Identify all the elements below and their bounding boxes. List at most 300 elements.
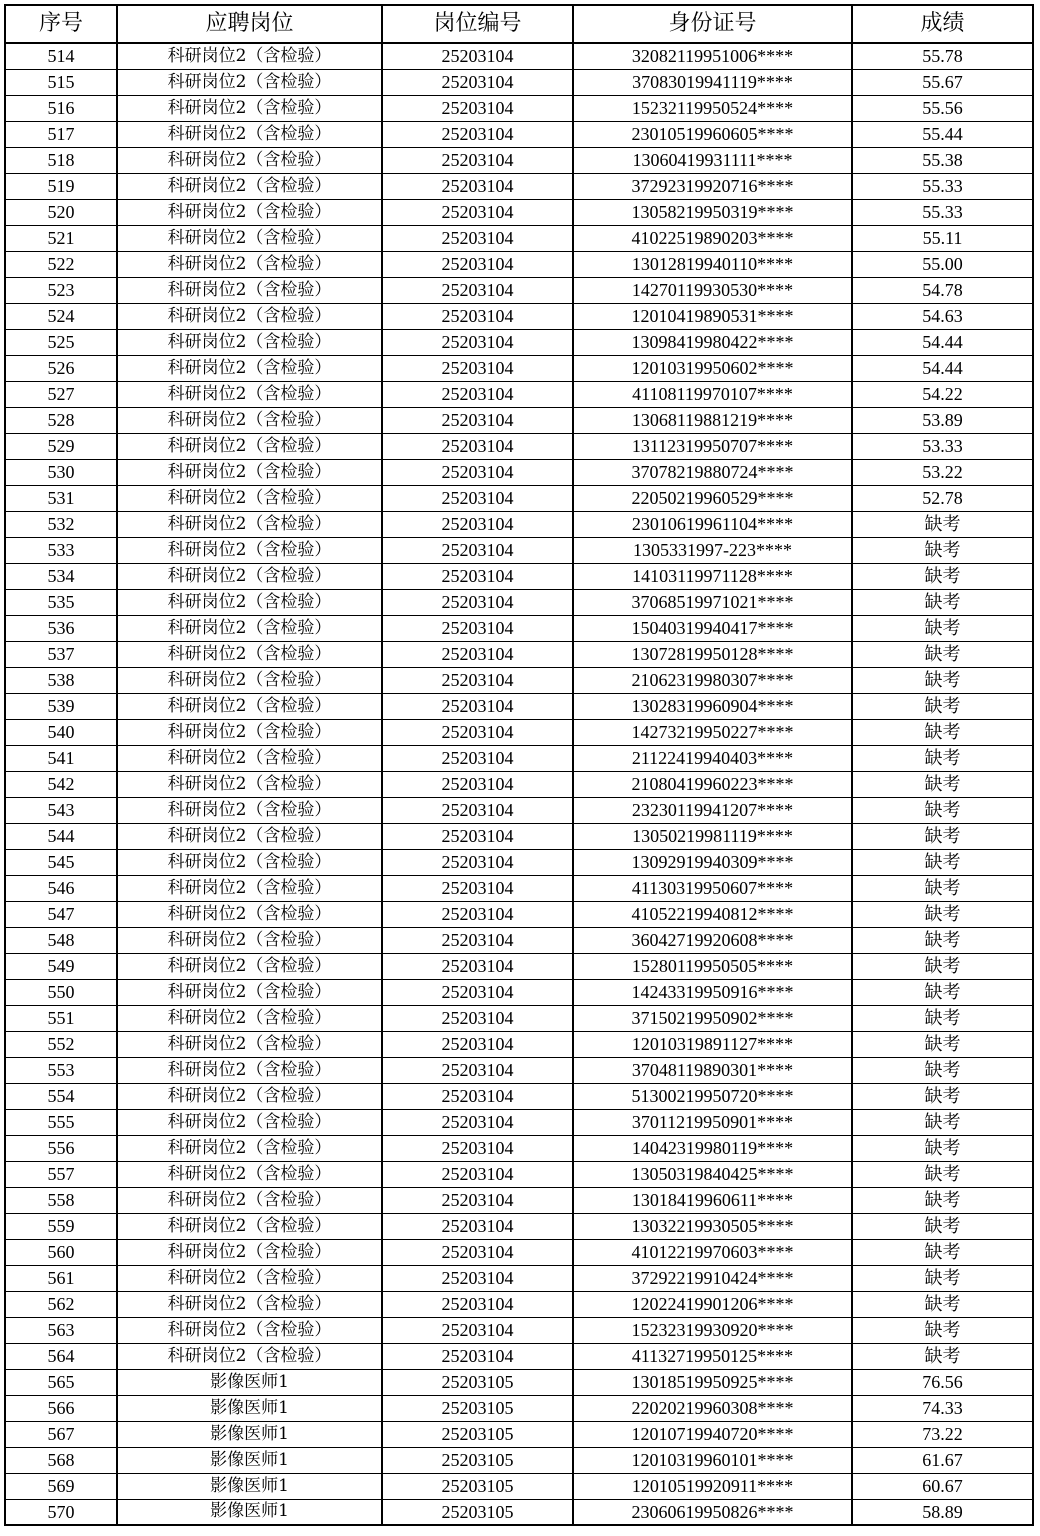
cell-seq: 521 xyxy=(5,225,117,251)
cell-score: 缺考 xyxy=(852,1343,1033,1369)
cell-position-code: 25203104 xyxy=(382,381,573,407)
cell-id-number: 14243319950916**** xyxy=(573,979,852,1005)
cell-id-number: 23010619961104**** xyxy=(573,511,852,537)
cell-position-code: 25203104 xyxy=(382,251,573,277)
cell-position: 科研岗位2（含检验） xyxy=(117,563,382,589)
cell-position: 科研岗位2（含检验） xyxy=(117,381,382,407)
cell-position: 科研岗位2（含检验） xyxy=(117,511,382,537)
cell-score: 缺考 xyxy=(852,1265,1033,1291)
table-row xyxy=(5,979,1033,1005)
cell-score: 缺考 xyxy=(852,1109,1033,1135)
cell-id-number: 23010519960605**** xyxy=(573,121,852,147)
table-row xyxy=(5,1109,1033,1135)
table-row xyxy=(5,1005,1033,1031)
cell-score: 55.44 xyxy=(852,121,1033,147)
cell-position: 科研岗位2（含检验） xyxy=(117,589,382,615)
cell-position: 科研岗位2（含检验） xyxy=(117,823,382,849)
cell-seq: 527 xyxy=(5,381,117,407)
cell-id-number: 22020219960308**** xyxy=(573,1395,852,1421)
cell-position-code: 25203105 xyxy=(382,1499,573,1525)
table-row xyxy=(5,251,1033,277)
table-row xyxy=(5,1447,1033,1473)
cell-position-code: 25203104 xyxy=(382,719,573,745)
cell-score: 55.38 xyxy=(852,147,1033,173)
cell-score: 54.78 xyxy=(852,277,1033,303)
cell-position: 科研岗位2（含检验） xyxy=(117,797,382,823)
cell-score: 缺考 xyxy=(852,1005,1033,1031)
cell-score: 缺考 xyxy=(852,979,1033,1005)
table-row xyxy=(5,225,1033,251)
cell-score: 缺考 xyxy=(852,1161,1033,1187)
table-row xyxy=(5,1083,1033,1109)
cell-position-code: 25203104 xyxy=(382,69,573,95)
cell-position-code: 25203104 xyxy=(382,1265,573,1291)
cell-score: 缺考 xyxy=(852,719,1033,745)
cell-position: 科研岗位2（含检验） xyxy=(117,849,382,875)
header-position: 应聘岗位 xyxy=(117,5,382,43)
cell-id-number: 51300219950720**** xyxy=(573,1083,852,1109)
cell-seq: 519 xyxy=(5,173,117,199)
cell-position-code: 25203104 xyxy=(382,1057,573,1083)
cell-position: 科研岗位2（含检验） xyxy=(117,537,382,563)
table-body xyxy=(5,43,1033,1525)
cell-position-code: 25203104 xyxy=(382,355,573,381)
cell-position-code: 25203104 xyxy=(382,953,573,979)
cell-id-number: 13050219981119**** xyxy=(573,823,852,849)
cell-position-code: 25203104 xyxy=(382,1109,573,1135)
cell-score: 缺考 xyxy=(852,1187,1033,1213)
cell-position: 科研岗位2（含检验） xyxy=(117,251,382,277)
cell-position: 科研岗位2（含检验） xyxy=(117,1291,382,1317)
cell-position-code: 25203105 xyxy=(382,1369,573,1395)
table-row xyxy=(5,1317,1033,1343)
cell-score: 73.22 xyxy=(852,1421,1033,1447)
cell-id-number: 13058219950319**** xyxy=(573,199,852,225)
cell-position: 科研岗位2（含检验） xyxy=(117,303,382,329)
cell-position-code: 25203105 xyxy=(382,1473,573,1499)
table-row xyxy=(5,1057,1033,1083)
cell-score: 缺考 xyxy=(852,589,1033,615)
table-row xyxy=(5,147,1033,173)
cell-score: 53.89 xyxy=(852,407,1033,433)
table-row xyxy=(5,667,1033,693)
table-row xyxy=(5,745,1033,771)
cell-score: 缺考 xyxy=(852,1135,1033,1161)
cell-position-code: 25203104 xyxy=(382,667,573,693)
cell-seq: 515 xyxy=(5,69,117,95)
cell-score: 缺考 xyxy=(852,875,1033,901)
cell-score: 55.11 xyxy=(852,225,1033,251)
table-row xyxy=(5,875,1033,901)
cell-position-code: 25203104 xyxy=(382,511,573,537)
cell-score: 55.33 xyxy=(852,199,1033,225)
table-row xyxy=(5,173,1033,199)
cell-position: 科研岗位2（含检验） xyxy=(117,329,382,355)
table-row xyxy=(5,797,1033,823)
cell-position-code: 25203104 xyxy=(382,771,573,797)
table-row xyxy=(5,927,1033,953)
cell-position-code: 25203105 xyxy=(382,1447,573,1473)
cell-position-code: 25203104 xyxy=(382,459,573,485)
cell-position: 科研岗位2（含检验） xyxy=(117,147,382,173)
cell-score: 54.44 xyxy=(852,329,1033,355)
cell-position-code: 25203105 xyxy=(382,1421,573,1447)
cell-position-code: 25203104 xyxy=(382,745,573,771)
cell-id-number: 37292219910424**** xyxy=(573,1265,852,1291)
table-row xyxy=(5,901,1033,927)
cell-seq: 552 xyxy=(5,1031,117,1057)
cell-position: 科研岗位2（含检验） xyxy=(117,1265,382,1291)
cell-position-code: 25203104 xyxy=(382,1291,573,1317)
cell-id-number: 1305331997-223**** xyxy=(573,537,852,563)
cell-score: 缺考 xyxy=(852,797,1033,823)
cell-position: 科研岗位2（含检验） xyxy=(117,693,382,719)
cell-id-number: 13050319840425**** xyxy=(573,1161,852,1187)
cell-score: 缺考 xyxy=(852,1083,1033,1109)
cell-seq: 560 xyxy=(5,1239,117,1265)
cell-position-code: 25203104 xyxy=(382,1083,573,1109)
cell-seq: 561 xyxy=(5,1265,117,1291)
cell-seq: 524 xyxy=(5,303,117,329)
cell-id-number: 15232119950524**** xyxy=(573,95,852,121)
cell-score: 54.44 xyxy=(852,355,1033,381)
cell-position-code: 25203104 xyxy=(382,147,573,173)
cell-position: 科研岗位2（含检验） xyxy=(117,459,382,485)
cell-score: 缺考 xyxy=(852,953,1033,979)
cell-seq: 559 xyxy=(5,1213,117,1239)
cell-score: 55.67 xyxy=(852,69,1033,95)
cell-seq: 514 xyxy=(5,43,117,69)
cell-score: 缺考 xyxy=(852,1291,1033,1317)
cell-position: 影像医师1 xyxy=(117,1369,382,1395)
cell-score: 缺考 xyxy=(852,1239,1033,1265)
cell-id-number: 14103119971128**** xyxy=(573,563,852,589)
cell-position: 科研岗位2（含检验） xyxy=(117,173,382,199)
cell-id-number: 41022519890203**** xyxy=(573,225,852,251)
cell-seq: 534 xyxy=(5,563,117,589)
table-row xyxy=(5,1395,1033,1421)
cell-position: 科研岗位2（含检验） xyxy=(117,1083,382,1109)
cell-seq: 536 xyxy=(5,615,117,641)
table-row xyxy=(5,1421,1033,1447)
table-row xyxy=(5,1187,1033,1213)
cell-position: 科研岗位2（含检验） xyxy=(117,485,382,511)
cell-score: 缺考 xyxy=(852,849,1033,875)
cell-id-number: 15280119950505**** xyxy=(573,953,852,979)
cell-seq: 530 xyxy=(5,459,117,485)
cell-position-code: 25203104 xyxy=(382,823,573,849)
cell-score: 53.22 xyxy=(852,459,1033,485)
cell-position-code: 25203104 xyxy=(382,537,573,563)
cell-id-number: 37292319920716**** xyxy=(573,173,852,199)
cell-id-number: 32082119951006**** xyxy=(573,43,852,69)
cell-score: 60.67 xyxy=(852,1473,1033,1499)
cell-seq: 533 xyxy=(5,537,117,563)
cell-position-code: 25203104 xyxy=(382,277,573,303)
cell-position: 科研岗位2（含检验） xyxy=(117,433,382,459)
cell-score: 55.33 xyxy=(852,173,1033,199)
cell-position: 科研岗位2（含检验） xyxy=(117,719,382,745)
results-table xyxy=(4,4,1034,1526)
cell-position: 科研岗位2（含检验） xyxy=(117,95,382,121)
cell-id-number: 37011219950901**** xyxy=(573,1109,852,1135)
table-row xyxy=(5,1213,1033,1239)
cell-seq: 525 xyxy=(5,329,117,355)
cell-id-number: 14042319980119**** xyxy=(573,1135,852,1161)
cell-seq: 518 xyxy=(5,147,117,173)
cell-position: 科研岗位2（含检验） xyxy=(117,641,382,667)
table-row xyxy=(5,953,1033,979)
cell-score: 缺考 xyxy=(852,615,1033,641)
cell-seq: 558 xyxy=(5,1187,117,1213)
cell-id-number: 12010519920911**** xyxy=(573,1473,852,1499)
header-seq: 序号 xyxy=(5,5,117,43)
table-row xyxy=(5,355,1033,381)
cell-position: 科研岗位2（含检验） xyxy=(117,615,382,641)
cell-position-code: 25203104 xyxy=(382,329,573,355)
header-position-code: 岗位编号 xyxy=(382,5,573,43)
cell-seq: 538 xyxy=(5,667,117,693)
table-row xyxy=(5,1369,1033,1395)
cell-position-code: 25203104 xyxy=(382,433,573,459)
cell-position-code: 25203104 xyxy=(382,1135,573,1161)
cell-position: 科研岗位2（含检验） xyxy=(117,225,382,251)
cell-score: 缺考 xyxy=(852,927,1033,953)
table-row xyxy=(5,589,1033,615)
cell-id-number: 23230119941207**** xyxy=(573,797,852,823)
cell-position-code: 25203104 xyxy=(382,563,573,589)
table-row xyxy=(5,1135,1033,1161)
cell-id-number: 41132719950125**** xyxy=(573,1343,852,1369)
cell-seq: 563 xyxy=(5,1317,117,1343)
table-row xyxy=(5,69,1033,95)
cell-id-number: 13012819940110**** xyxy=(573,251,852,277)
cell-position: 影像医师1 xyxy=(117,1447,382,1473)
cell-position-code: 25203104 xyxy=(382,407,573,433)
header-score: 成绩 xyxy=(852,5,1033,43)
cell-seq: 540 xyxy=(5,719,117,745)
cell-seq: 555 xyxy=(5,1109,117,1135)
table-row xyxy=(5,277,1033,303)
cell-position-code: 25203104 xyxy=(382,1317,573,1343)
cell-position-code: 25203104 xyxy=(382,693,573,719)
cell-id-number: 14270119930530**** xyxy=(573,277,852,303)
cell-id-number: 12010419890531**** xyxy=(573,303,852,329)
table-row xyxy=(5,43,1033,69)
cell-position: 科研岗位2（含检验） xyxy=(117,355,382,381)
cell-position: 科研岗位2（含检验） xyxy=(117,1031,382,1057)
cell-seq: 528 xyxy=(5,407,117,433)
cell-seq: 553 xyxy=(5,1057,117,1083)
cell-position-code: 25203104 xyxy=(382,43,573,69)
cell-position-code: 25203104 xyxy=(382,1005,573,1031)
table-row xyxy=(5,537,1033,563)
table-row xyxy=(5,693,1033,719)
cell-id-number: 14273219950227**** xyxy=(573,719,852,745)
cell-id-number: 13112319950707**** xyxy=(573,433,852,459)
cell-position: 科研岗位2（含检验） xyxy=(117,1239,382,1265)
cell-seq: 543 xyxy=(5,797,117,823)
header-row xyxy=(5,5,1033,43)
cell-seq: 522 xyxy=(5,251,117,277)
cell-id-number: 41130319950607**** xyxy=(573,875,852,901)
cell-seq: 566 xyxy=(5,1395,117,1421)
cell-id-number: 21062319980307**** xyxy=(573,667,852,693)
cell-score: 缺考 xyxy=(852,641,1033,667)
cell-seq: 568 xyxy=(5,1447,117,1473)
table-row xyxy=(5,1161,1033,1187)
table-row xyxy=(5,1239,1033,1265)
cell-id-number: 13018419960611**** xyxy=(573,1187,852,1213)
table-row xyxy=(5,407,1033,433)
table-row xyxy=(5,849,1033,875)
cell-position-code: 25203104 xyxy=(382,485,573,511)
cell-score: 缺考 xyxy=(852,745,1033,771)
cell-id-number: 37078219880724**** xyxy=(573,459,852,485)
cell-id-number: 37150219950902**** xyxy=(573,1005,852,1031)
cell-id-number: 12010319950602**** xyxy=(573,355,852,381)
cell-position-code: 25203104 xyxy=(382,927,573,953)
table-row xyxy=(5,1473,1033,1499)
cell-position: 科研岗位2（含检验） xyxy=(117,1135,382,1161)
cell-position-code: 25203104 xyxy=(382,303,573,329)
cell-position: 科研岗位2（含检验） xyxy=(117,1187,382,1213)
cell-score: 55.56 xyxy=(852,95,1033,121)
cell-position: 科研岗位2（含检验） xyxy=(117,953,382,979)
cell-score: 52.78 xyxy=(852,485,1033,511)
cell-position: 科研岗位2（含检验） xyxy=(117,1005,382,1031)
cell-score: 缺考 xyxy=(852,823,1033,849)
cell-position: 科研岗位2（含检验） xyxy=(117,69,382,95)
table-row xyxy=(5,95,1033,121)
cell-score: 55.78 xyxy=(852,43,1033,69)
cell-seq: 541 xyxy=(5,745,117,771)
cell-seq: 570 xyxy=(5,1499,117,1525)
cell-position: 科研岗位2（含检验） xyxy=(117,43,382,69)
cell-id-number: 22050219960529**** xyxy=(573,485,852,511)
cell-position: 科研岗位2（含检验） xyxy=(117,667,382,693)
table-row xyxy=(5,433,1033,459)
cell-position-code: 25203104 xyxy=(382,979,573,1005)
cell-position-code: 25203104 xyxy=(382,1031,573,1057)
cell-seq: 523 xyxy=(5,277,117,303)
cell-score: 缺考 xyxy=(852,1317,1033,1343)
cell-seq: 544 xyxy=(5,823,117,849)
cell-seq: 549 xyxy=(5,953,117,979)
cell-position-code: 25203104 xyxy=(382,875,573,901)
cell-seq: 551 xyxy=(5,1005,117,1031)
cell-score: 缺考 xyxy=(852,1213,1033,1239)
cell-position-code: 25203104 xyxy=(382,121,573,147)
cell-seq: 516 xyxy=(5,95,117,121)
cell-seq: 529 xyxy=(5,433,117,459)
cell-seq: 562 xyxy=(5,1291,117,1317)
cell-id-number: 13098419980422**** xyxy=(573,329,852,355)
cell-position: 科研岗位2（含检验） xyxy=(117,121,382,147)
cell-score: 缺考 xyxy=(852,693,1033,719)
cell-id-number: 13092919940309**** xyxy=(573,849,852,875)
cell-score: 缺考 xyxy=(852,563,1033,589)
cell-seq: 556 xyxy=(5,1135,117,1161)
cell-position: 影像医师1 xyxy=(117,1395,382,1421)
cell-seq: 531 xyxy=(5,485,117,511)
cell-score: 缺考 xyxy=(852,1057,1033,1083)
cell-id-number: 21122419940403**** xyxy=(573,745,852,771)
cell-score: 54.63 xyxy=(852,303,1033,329)
cell-position: 影像医师1 xyxy=(117,1421,382,1447)
cell-seq: 564 xyxy=(5,1343,117,1369)
cell-position-code: 25203104 xyxy=(382,95,573,121)
cell-score: 54.22 xyxy=(852,381,1033,407)
cell-seq: 539 xyxy=(5,693,117,719)
cell-position-code: 25203104 xyxy=(382,1213,573,1239)
cell-score: 缺考 xyxy=(852,667,1033,693)
cell-seq: 520 xyxy=(5,199,117,225)
table-row xyxy=(5,1265,1033,1291)
cell-seq: 542 xyxy=(5,771,117,797)
cell-score: 缺考 xyxy=(852,771,1033,797)
table-row xyxy=(5,823,1033,849)
table-row xyxy=(5,641,1033,667)
cell-id-number: 12010319960101**** xyxy=(573,1447,852,1473)
cell-position-code: 25203104 xyxy=(382,173,573,199)
table-row xyxy=(5,381,1033,407)
table-row xyxy=(5,485,1033,511)
cell-position: 科研岗位2（含检验） xyxy=(117,1057,382,1083)
cell-position: 影像医师1 xyxy=(117,1499,382,1525)
cell-position: 科研岗位2（含检验） xyxy=(117,199,382,225)
cell-position-code: 25203104 xyxy=(382,901,573,927)
table-row xyxy=(5,1343,1033,1369)
cell-score: 76.56 xyxy=(852,1369,1033,1395)
cell-position-code: 25203104 xyxy=(382,641,573,667)
cell-position: 科研岗位2（含检验） xyxy=(117,875,382,901)
cell-position: 科研岗位2（含检验） xyxy=(117,771,382,797)
header-id-number: 身份证号 xyxy=(573,5,852,43)
table-row xyxy=(5,199,1033,225)
cell-id-number: 23060619950826**** xyxy=(573,1499,852,1525)
cell-position-code: 25203104 xyxy=(382,1239,573,1265)
cell-seq: 565 xyxy=(5,1369,117,1395)
cell-seq: 545 xyxy=(5,849,117,875)
cell-id-number: 12010319891127**** xyxy=(573,1031,852,1057)
cell-id-number: 12010719940720**** xyxy=(573,1421,852,1447)
cell-id-number: 15040319940417**** xyxy=(573,615,852,641)
cell-position: 科研岗位2（含检验） xyxy=(117,1213,382,1239)
cell-id-number: 13072819950128**** xyxy=(573,641,852,667)
cell-position: 科研岗位2（含检验） xyxy=(117,1161,382,1187)
cell-id-number: 13018519950925**** xyxy=(573,1369,852,1395)
cell-seq: 526 xyxy=(5,355,117,381)
cell-score: 74.33 xyxy=(852,1395,1033,1421)
cell-id-number: 41052219940812**** xyxy=(573,901,852,927)
cell-position: 影像医师1 xyxy=(117,1473,382,1499)
table-row xyxy=(5,771,1033,797)
table-row xyxy=(5,303,1033,329)
cell-position: 科研岗位2（含检验） xyxy=(117,927,382,953)
cell-id-number: 12022419901206**** xyxy=(573,1291,852,1317)
cell-position: 科研岗位2（含检验） xyxy=(117,979,382,1005)
cell-score: 缺考 xyxy=(852,511,1033,537)
cell-position-code: 25203104 xyxy=(382,1343,573,1369)
cell-position: 科研岗位2（含检验） xyxy=(117,1109,382,1135)
table-row xyxy=(5,121,1033,147)
cell-id-number: 37068519971021**** xyxy=(573,589,852,615)
cell-score: 缺考 xyxy=(852,901,1033,927)
cell-seq: 557 xyxy=(5,1161,117,1187)
cell-id-number: 13028319960904**** xyxy=(573,693,852,719)
table-row xyxy=(5,511,1033,537)
